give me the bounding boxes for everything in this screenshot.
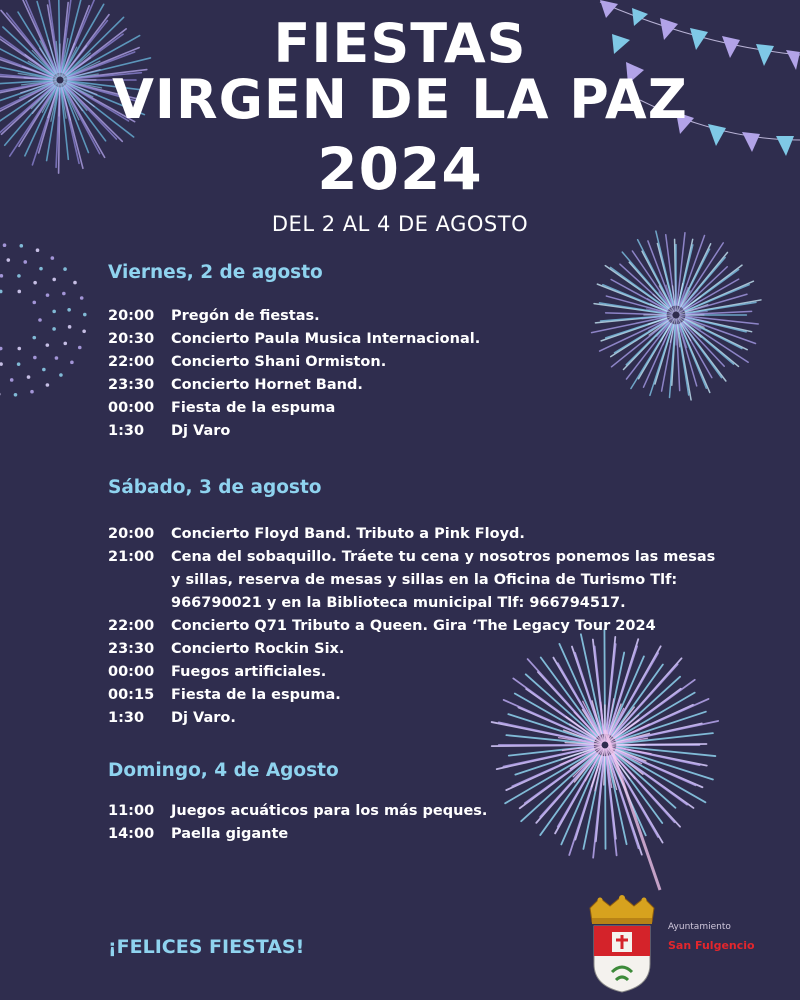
event-text: Concierto Floyd Band. Tributo a Pink Floyd.	[171, 526, 525, 542]
day-heading-friday: Viernes, 2 de agosto	[108, 262, 323, 283]
day-heading-sunday: Domingo, 4 de Agosto	[108, 760, 339, 781]
logo-subtitle: Ayuntamiento	[668, 922, 731, 932]
list-item	[108, 684, 728, 707]
event-time: 00:00	[108, 400, 155, 416]
event-time: 11:00	[108, 803, 155, 819]
event-time: 00:00	[108, 664, 155, 680]
event-text: Concierto Shani Ormiston.	[171, 354, 387, 370]
event-time: 23:30	[108, 641, 155, 657]
title-line-2: VIRGEN DE LA PAZ	[112, 68, 688, 131]
event-text: Dj Varo	[171, 423, 231, 439]
logo-town-name: San Fulgencio	[668, 939, 755, 952]
event-text: Fiesta de la espuma.	[171, 687, 341, 703]
title-line-1: FIESTAS	[273, 12, 527, 75]
event-time: 20:00	[108, 308, 155, 324]
list-item	[108, 523, 728, 546]
list-item	[108, 374, 728, 397]
event-text: Concierto Rockin Six.	[171, 641, 345, 657]
event-text: Concierto Q71 Tributo a Queen. Gira ‘The Legacy Tour 2024	[171, 618, 656, 634]
event-time: 1:30	[108, 423, 145, 439]
list-item	[108, 615, 728, 638]
schedule-sunday	[108, 800, 728, 846]
event-time: 22:00	[108, 354, 155, 370]
event-time: 00:15	[108, 687, 155, 703]
list-item	[108, 638, 728, 661]
event-time: 21:00	[108, 549, 155, 565]
list-item	[108, 351, 728, 374]
list-item	[108, 661, 728, 684]
event-text: Dj Varo.	[171, 710, 236, 726]
list-item	[108, 305, 728, 328]
list-item	[108, 328, 728, 351]
event-time: 20:00	[108, 526, 155, 542]
firework-left-dots	[0, 243, 87, 396]
schedule-friday	[108, 305, 728, 443]
event-time: 22:00	[108, 618, 155, 634]
event-time: 14:00	[108, 826, 155, 842]
event-text: Concierto Paula Musica Internacional.	[171, 331, 481, 347]
event-text: Fiesta de la espuma	[171, 400, 336, 416]
list-item	[108, 397, 728, 420]
event-time: 1:30	[108, 710, 145, 726]
event-time: 20:30	[108, 331, 155, 347]
event-text: Pregón de fiestas.	[171, 308, 320, 324]
greeting: ¡FELICES FIESTAS!	[108, 936, 305, 958]
title-year: 2024	[317, 135, 483, 203]
event-text: Juegos acuáticos para los más peques.	[171, 803, 488, 819]
event-text: Concierto Hornet Band.	[171, 377, 363, 393]
coat-of-arms-logo	[582, 894, 662, 994]
day-heading-saturday: Sábado, 3 de agosto	[108, 477, 322, 498]
event-text: Cena del sobaquillo. Tráete tu cena y nosotros ponemos las mesas y sillas, reserva de mesas y sillas en la Oficina de Turismo Tlf: 966790021 y en la Biblioteca municipal Tlf: 966794517.	[171, 549, 716, 611]
list-item	[108, 800, 728, 823]
list-item	[108, 420, 728, 443]
date-range: DEL 2 AL 4 DE AGOSTO	[271, 212, 529, 236]
list-item	[108, 546, 728, 615]
list-item	[108, 707, 728, 730]
event-text: Paella gigante	[171, 826, 289, 842]
schedule-saturday	[108, 523, 728, 730]
event-time: 23:30	[108, 377, 155, 393]
town-hall-label	[668, 922, 778, 952]
event-text: Fuegos artificiales.	[171, 664, 327, 680]
list-item	[108, 823, 728, 846]
